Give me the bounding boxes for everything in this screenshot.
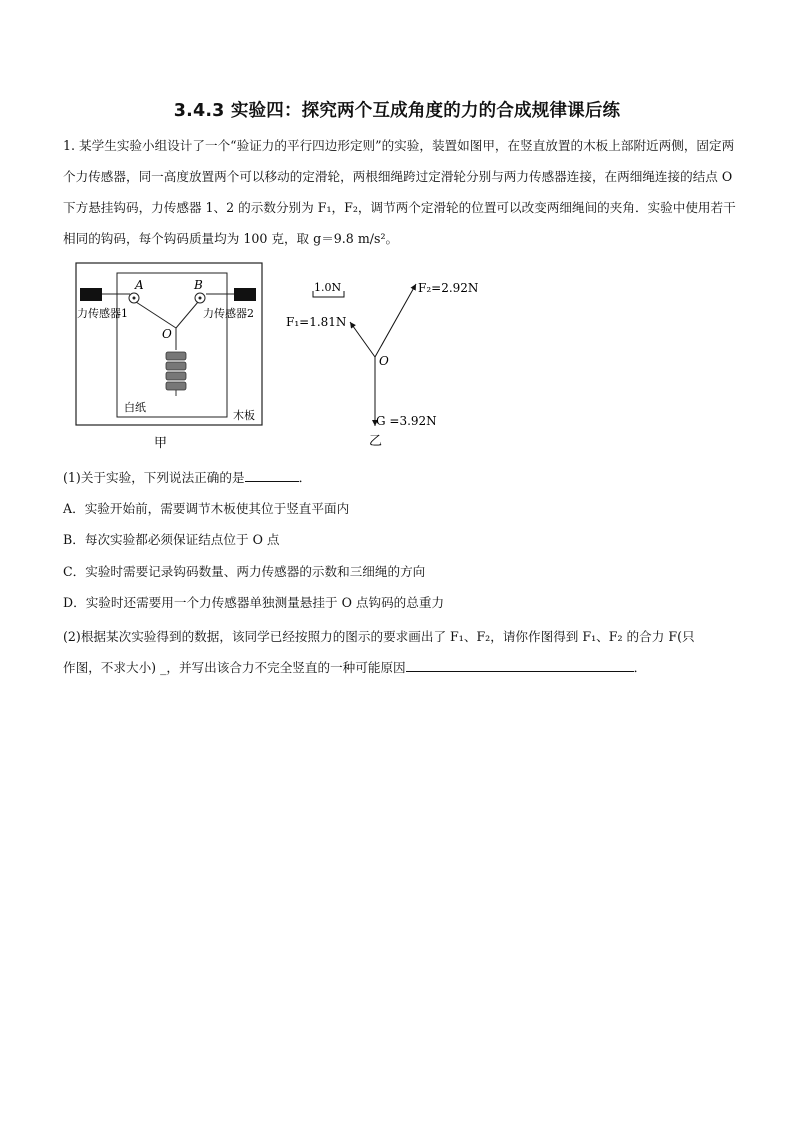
f2-arrow	[375, 284, 416, 357]
part2-end: ．	[633, 660, 647, 675]
g-label: G =3.92N	[376, 414, 437, 428]
o-label: O	[379, 354, 389, 368]
option-d: D．实验时还需要用一个力传感器单独测量悬挂于 O 点钩码的总重力	[63, 595, 445, 610]
f1-label: F₁=1.81N	[286, 315, 347, 329]
option-c: C．实验时需要记录钩码数量、两力传感器的示数和三细绳的方向	[63, 564, 426, 579]
part2-line2: 作图，不求大小) _，并写出该合力不完全竖直的一种可能原因	[63, 660, 406, 675]
caption-jia: 甲	[154, 436, 168, 451]
question-text: 某学生实验小组设计了一个“验证力的平行四边形定则”的实验，装置如图甲，在竖直放置的木板上部附近两侧，固定两个力传感器，同一高度放置两个可以移动的定滑轮，两根细绳跨过定滑轮分别与两力传感器连接，在两细绳连接的结点 O 下方悬挂钩码，力传感器 1、2 的示数分别为 F₁，F₂，调节两个定滑轮的位置可以改变两细绳间的夹角．实验中使用若干相同的钩码，每个钩码质量均为 100 克，取 g＝9.8 m/s²。	[63, 138, 736, 246]
sensor1-block	[80, 288, 102, 301]
label-o: O	[162, 327, 172, 341]
page-title: 3.4.3 实验四：探究两个互成角度的力的合成规律课后练	[173, 101, 621, 121]
sensor2-block	[234, 288, 256, 301]
answer-blank-1[interactable]	[245, 467, 299, 482]
f2-label: F₂=2.92N	[418, 281, 479, 295]
label-a: A	[135, 278, 144, 292]
option-a: A．实验开始前，需要调节木板使其位于竖直平面内	[63, 501, 350, 516]
hook-weights	[166, 352, 186, 396]
part1-question	[63, 467, 311, 486]
string-right	[176, 302, 198, 328]
sensor2-label: 力传感器2	[203, 307, 254, 320]
paper-label: 白纸	[124, 401, 146, 414]
figure-yi	[282, 275, 482, 453]
sensor1-label: 力传感器1	[77, 307, 128, 320]
part1-prompt: (1)关于实验，下列说法正确的是	[63, 470, 245, 485]
f1-arrow	[350, 322, 375, 357]
label-b: B	[194, 278, 203, 292]
scale-label: 1.0N	[314, 281, 342, 294]
figure-jia	[72, 258, 268, 454]
answer-blank-2[interactable]	[406, 657, 634, 672]
question-stem	[63, 130, 738, 254]
part2-line1: (2)根据某次实验得到的数据，该同学已经按照力的图示的要求画出了 F₁、F₂，请你作图得到 F₁、F₂ 的合力 F(只	[63, 629, 695, 644]
question-number: 1.	[63, 138, 76, 153]
part1-end: ．	[298, 470, 312, 485]
wood-board	[76, 263, 262, 425]
option-b: B．每次实验都必须保证结点位于 O 点	[63, 532, 280, 547]
board-label: 木板	[233, 409, 255, 422]
caption-yi: 乙	[369, 434, 383, 449]
string-left	[136, 302, 176, 328]
part2-line2-row	[63, 657, 646, 676]
